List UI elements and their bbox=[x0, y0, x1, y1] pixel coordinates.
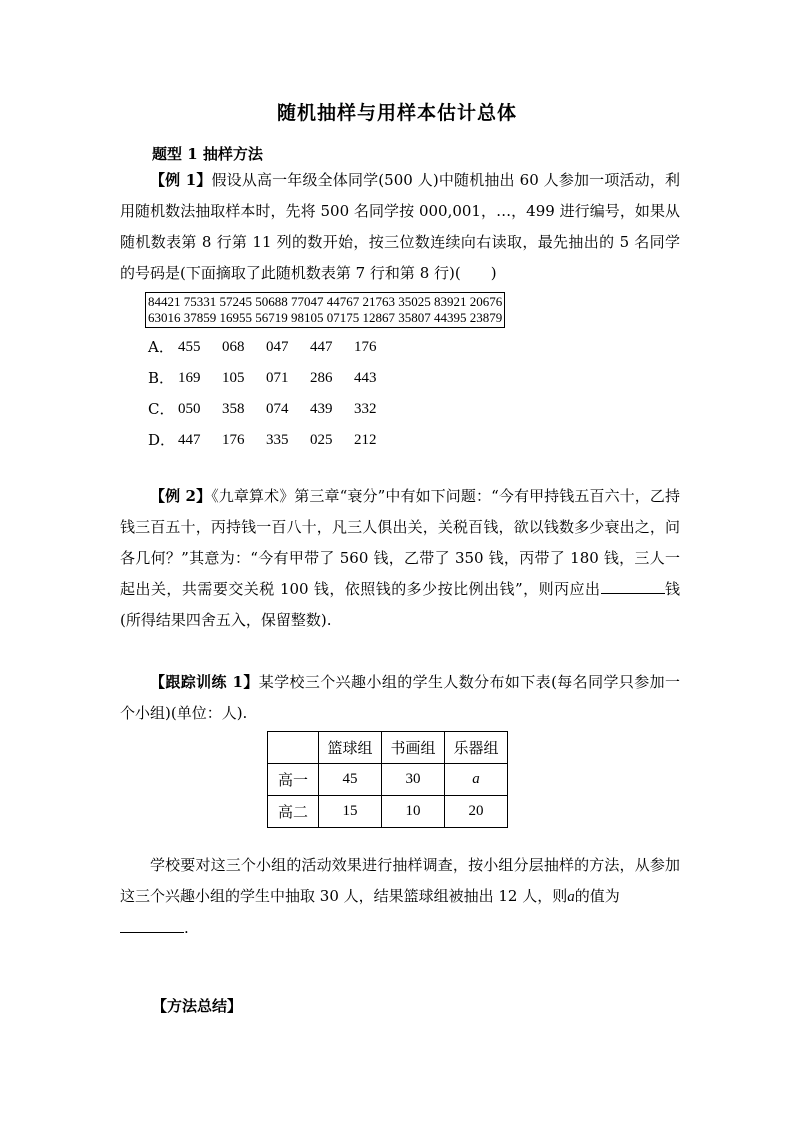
table-header-cell: 书画组 bbox=[382, 732, 445, 764]
table-header-cell bbox=[268, 732, 319, 764]
option-c[interactable] bbox=[148, 394, 398, 425]
answer-options bbox=[148, 332, 398, 456]
option-value: 074 bbox=[266, 401, 289, 417]
option-value: 025 bbox=[310, 432, 333, 448]
question-part-2: 的值为 bbox=[574, 887, 620, 905]
option-value: 286 bbox=[310, 370, 333, 386]
practice-1-label: 【跟踪训练 1】 bbox=[150, 673, 259, 691]
example-2-label: 【例 2】 bbox=[150, 487, 212, 505]
answer-blank[interactable] bbox=[601, 579, 665, 594]
option-letter: D． bbox=[148, 431, 176, 449]
option-value: 047 bbox=[266, 339, 289, 355]
option-value: 071 bbox=[266, 370, 289, 386]
table-cell: a bbox=[445, 764, 508, 796]
table-header-cell: 篮球组 bbox=[319, 732, 382, 764]
random-row-7: 84421 75331 57245 50688 77047 44767 21763 35025 83921 20676 bbox=[148, 294, 503, 309]
question-variable: a bbox=[567, 889, 575, 905]
option-letter: B． bbox=[148, 369, 175, 387]
option-value: 068 bbox=[222, 339, 245, 355]
option-value: 455 bbox=[178, 339, 201, 355]
interest-group-table bbox=[267, 731, 508, 828]
option-a[interactable] bbox=[148, 332, 398, 363]
table-cell: 10 bbox=[382, 796, 445, 828]
random-number-table bbox=[145, 292, 505, 328]
table-cell: 高二 bbox=[268, 796, 319, 828]
practice-1-text bbox=[120, 667, 680, 729]
option-value: 169 bbox=[178, 370, 201, 386]
answer-blank[interactable] bbox=[120, 918, 184, 933]
table-row bbox=[268, 796, 508, 828]
example-1-text bbox=[120, 165, 680, 289]
page-title: 随机抽样与用样本估计总体 bbox=[276, 102, 517, 124]
option-value: 105 bbox=[222, 370, 245, 386]
random-row-8: 63016 37859 16955 56719 98105 07175 12867 35807 44395 23879 bbox=[148, 310, 503, 325]
table-cell: 15 bbox=[319, 796, 382, 828]
option-value: 358 bbox=[222, 401, 245, 417]
table-header-row bbox=[268, 732, 508, 764]
option-letter: C． bbox=[148, 400, 175, 418]
question-part-1: 学校要对这三个小组的活动效果进行抽样调查，按小组分层抽样的方法，从参加这三个兴趣小组的学生中抽取 30 人，结果篮球组被抽出 12 人，则 bbox=[120, 856, 680, 905]
option-value: 335 bbox=[266, 432, 289, 448]
example-1-label: 【例 1】 bbox=[150, 171, 212, 189]
example-2-body: 《九章算术》第三章“衰分”中有如下问题：“今有甲持钱五百六十，乙持钱三百五十，丙持钱一百八十，凡三人俱出关，关税百钱，欲以钱数多少衰出之，问各几何？”其意为：“今有甲带了 560 钱，乙带了 350 钱，丙带了 180 钱，三人一起出关，共需要交关税 100 钱，依照钱的多少按比例出钱”，则丙应出 bbox=[120, 487, 680, 598]
table-cell: 高一 bbox=[268, 764, 319, 796]
option-value: 447 bbox=[310, 339, 333, 355]
example-2-tail: 钱(所得结果四舍五入，保留整数). bbox=[120, 580, 680, 629]
option-d[interactable] bbox=[148, 425, 398, 456]
option-value: 176 bbox=[354, 339, 377, 355]
option-value: 332 bbox=[354, 401, 377, 417]
question-end: . bbox=[184, 919, 189, 937]
option-value: 447 bbox=[178, 432, 201, 448]
option-value: 212 bbox=[354, 432, 377, 448]
option-value: 050 bbox=[178, 401, 201, 417]
example-1-body: 假设从高一年级全体同学(500 人)中随机抽出 60 人参加一项活动，利用随机数法抽取样本时，先将 500 名同学按 000,001，…，499 进行编号，如果从随机数表第 8 行第 11 列的数开始，按三位数连续向右读取，最先抽出的 5 名同学的号码是(下面摘取了此随机数表第 7 行和第 8 行)( ) bbox=[120, 171, 680, 282]
option-value: 443 bbox=[354, 370, 377, 386]
option-b[interactable] bbox=[148, 363, 398, 394]
section-heading: 题型 1 抽样方法 bbox=[152, 145, 263, 163]
table-row bbox=[268, 764, 508, 796]
method-summary-heading: 【方法总结】 bbox=[152, 997, 243, 1015]
practice-1-body: 某学校三个兴趣小组的学生人数分布如下表(每名同学只参加一个小组)(单位：人). bbox=[120, 673, 680, 722]
option-value: 176 bbox=[222, 432, 245, 448]
practice-1-question bbox=[120, 850, 680, 944]
table-cell: 30 bbox=[382, 764, 445, 796]
option-value: 439 bbox=[310, 401, 333, 417]
table-cell: 45 bbox=[319, 764, 382, 796]
table-cell: 20 bbox=[445, 796, 508, 828]
option-letter: A． bbox=[148, 338, 174, 356]
table-header-cell: 乐器组 bbox=[445, 732, 508, 764]
example-2-text bbox=[120, 481, 680, 636]
